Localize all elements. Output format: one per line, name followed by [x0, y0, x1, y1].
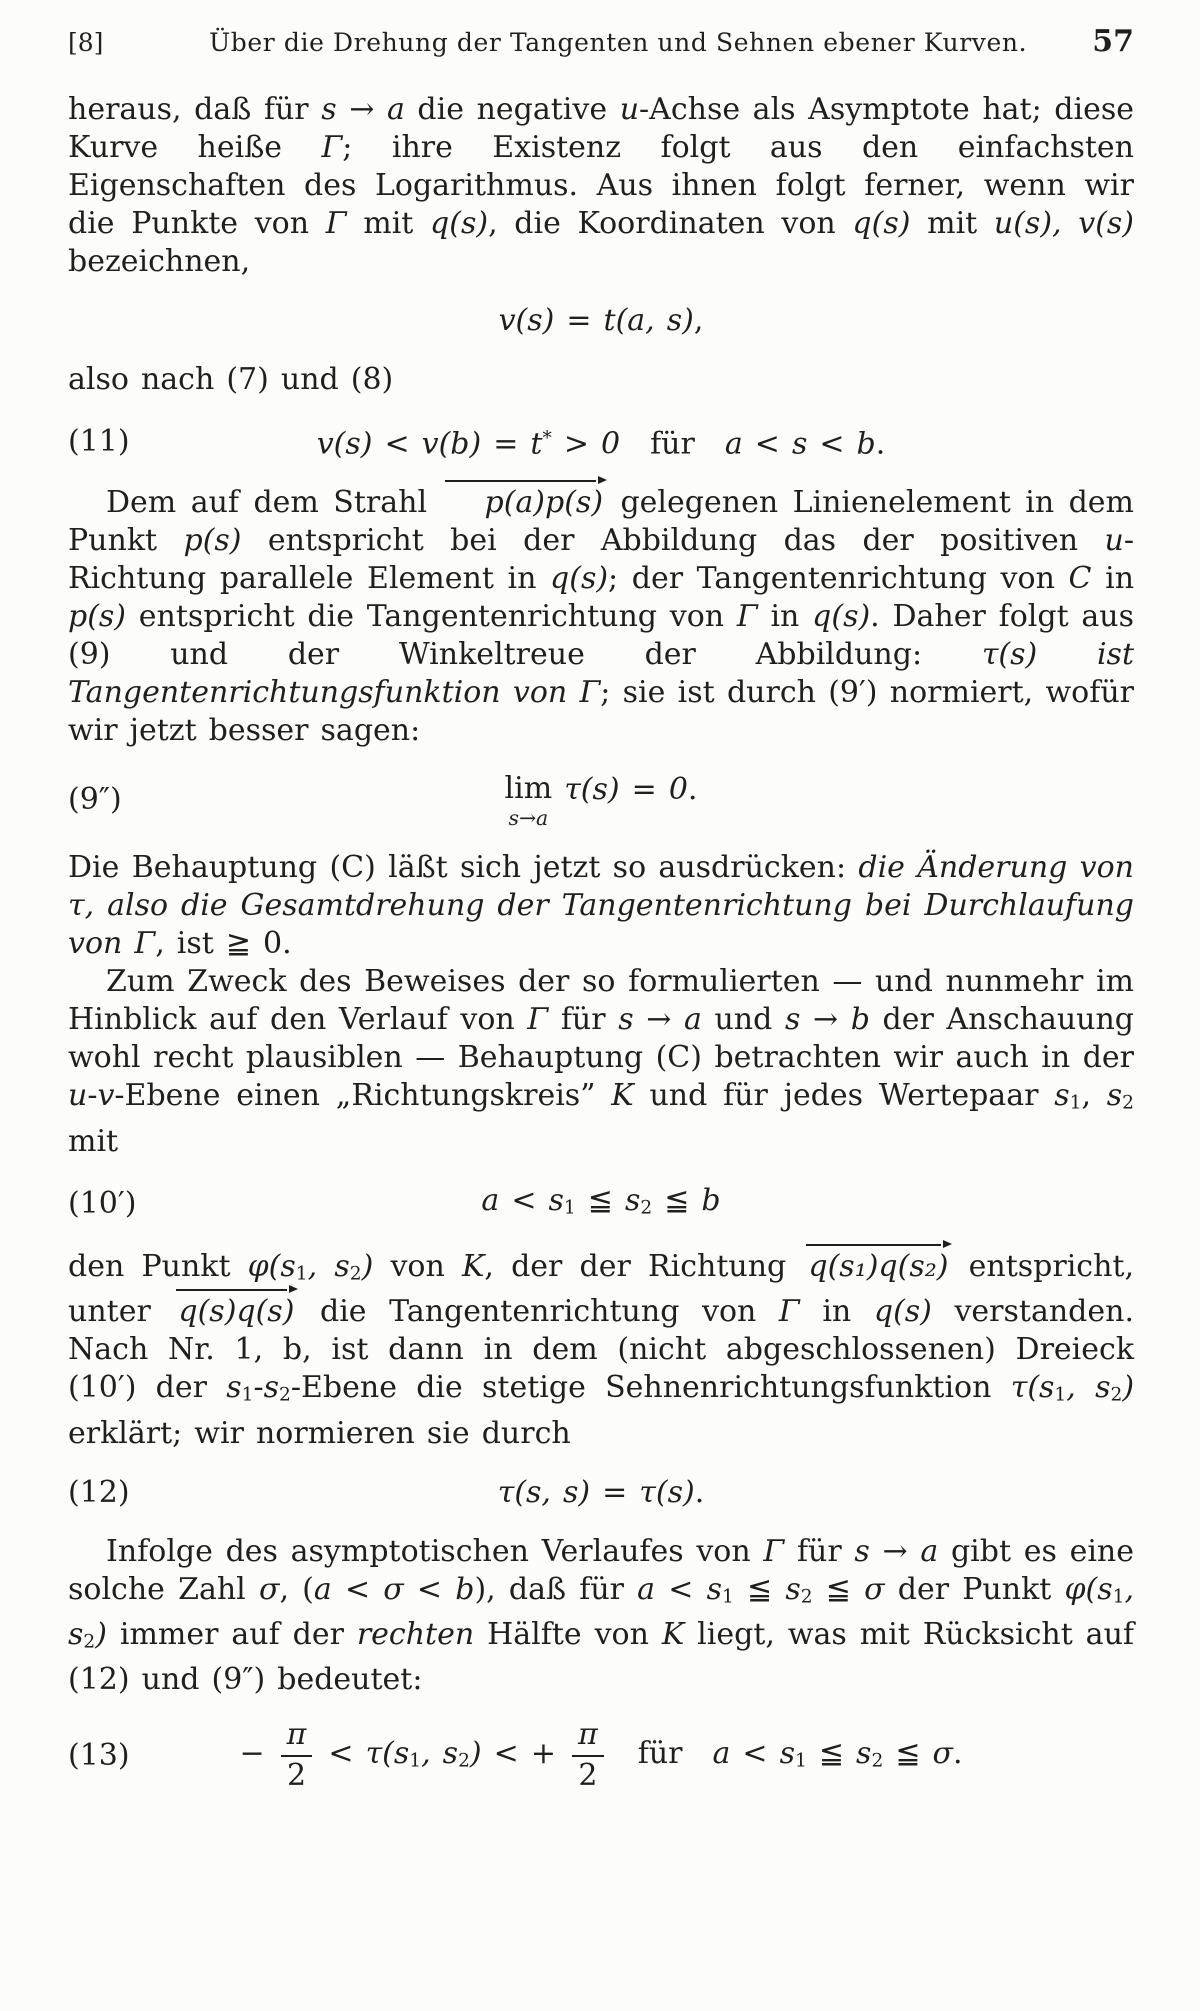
- page-header: [68, 24, 1134, 59]
- paragraph: [68, 1533, 1134, 1700]
- text-segment: gelegenen Linienelement in dem Punkt: [68, 485, 1134, 559]
- equation-body: [505, 771, 698, 828]
- page-content: [68, 91, 1134, 1791]
- text-segment: mit: [910, 206, 994, 241]
- subscript: 1: [241, 1384, 254, 1406]
- text-segment: ) < +: [469, 1736, 569, 1772]
- paragraph: [68, 361, 1134, 399]
- text-segment: , s: [307, 1248, 350, 1284]
- vector-overline: q(s₁)q(s₂): [805, 1248, 951, 1286]
- text-segment: rechten: [356, 1616, 475, 1652]
- text-segment: gibt es eine solche Zahl: [68, 1533, 1134, 1607]
- paragraph: [68, 963, 1134, 1160]
- text-segment: a < s: [637, 1571, 722, 1607]
- text-segment: τ(s) ist Tangentenrichtungsfunktion von Γ: [68, 637, 1135, 711]
- text-segment: ,: [1081, 1078, 1107, 1114]
- text-segment: σ: [258, 1571, 280, 1607]
- fraction-denominator: 2: [281, 1755, 313, 1792]
- text-segment: .: [875, 426, 886, 462]
- text-segment: u: [1104, 523, 1124, 559]
- text-segment: .: [694, 1474, 705, 1510]
- vector-overline: q(s)q(s): [175, 1293, 297, 1331]
- equation-body: [239, 1717, 963, 1793]
- text-segment: Γ: [763, 1533, 785, 1569]
- subscript: 2: [1122, 1092, 1135, 1114]
- text-segment: , s: [421, 1736, 459, 1772]
- text-segment: ; sie ist durch (9′) normiert, wofür wir jetzt besser sagen:: [68, 675, 1134, 749]
- subscript: 1: [795, 1750, 807, 1772]
- text-segment: q(s): [430, 206, 489, 241]
- fraction-numerator: π: [578, 1717, 598, 1753]
- header-title: Über die Drehung der Tangenten und Sehnen ebener Kurven.: [209, 28, 1028, 57]
- text-segment: a < s: [481, 1182, 564, 1218]
- display-equation: [68, 420, 1134, 463]
- equation-body: [498, 1474, 705, 1512]
- subscript: 2: [1110, 1384, 1123, 1406]
- text-segment: die negative: [404, 92, 620, 127]
- text-segment: entspricht die Tangentenrichtung von: [126, 599, 737, 635]
- text-segment: q(s): [873, 1294, 932, 1330]
- text-segment: u: [68, 1078, 88, 1114]
- text-segment: , die Koordinaten von: [488, 206, 853, 241]
- subscript: 2: [800, 1585, 813, 1607]
- text-segment: ≦ s: [575, 1182, 641, 1218]
- subscript: 1: [563, 1196, 576, 1218]
- text-segment: ; ihre Existenz folgt aus den einfachsten Eigenschaften des Logarithmus. Aus ihnen folgt ferner, wenn wir die Punkte von: [68, 130, 1135, 241]
- fraction-denominator: 2: [572, 1755, 604, 1792]
- subscript: 1: [1054, 1384, 1067, 1406]
- text-segment: -: [253, 1370, 264, 1406]
- text-segment: ), daß für: [474, 1571, 638, 1607]
- vector-overline: p(a)p(s): [444, 484, 607, 522]
- text-segment: φ(s: [1064, 1571, 1113, 1607]
- header-page-number: 57: [1092, 24, 1134, 59]
- text-segment: τ(s, s) = τ(s): [497, 1474, 695, 1510]
- text-segment: Zum Zweck des Beweises der so formulierten — und nunmehr im Hinblick auf den Verlauf von: [68, 964, 1134, 1038]
- text-segment: von: [373, 1248, 462, 1284]
- text-segment: < τ(s: [316, 1736, 410, 1772]
- text-segment: s: [263, 1370, 280, 1406]
- text-segment: . Daher folgt aus (9) und der Winkeltreue der Abbildung:: [68, 599, 1134, 673]
- display-equation: [68, 1182, 1134, 1227]
- text-segment: a < s < b: [724, 426, 876, 462]
- display-equation: [68, 771, 1134, 828]
- text-segment: v(s) < v(b) = t: [316, 426, 543, 462]
- text-segment: Die Behauptung (C) läßt sich jetzt so ausdrücken:: [68, 850, 859, 886]
- text-segment: −: [239, 1736, 277, 1772]
- text-segment: Γ: [527, 1002, 549, 1038]
- text-segment: der Punkt: [884, 1571, 1065, 1607]
- subscript: 1: [295, 1263, 308, 1285]
- text-segment: für: [548, 1002, 619, 1038]
- text-segment: K: [661, 1616, 685, 1652]
- text-segment: K: [461, 1248, 485, 1284]
- text-segment: ≦ σ: [883, 1736, 953, 1772]
- text-segment: s → a: [618, 1002, 702, 1038]
- text-segment: q(s): [852, 206, 911, 241]
- text-segment: die Änderung von τ, also die Gesamtdrehung der Tangentenrichtung bei Durchlaufung von Γ: [68, 850, 1134, 962]
- text-segment: in: [757, 599, 813, 635]
- text-segment: q(s): [812, 599, 871, 635]
- text-segment: a < s: [712, 1736, 795, 1772]
- limit-subscript: s→a: [508, 805, 549, 830]
- equation-number: (11): [68, 423, 130, 459]
- text-segment: v: [97, 1078, 115, 1114]
- text-segment: , der der Richtung: [484, 1248, 804, 1284]
- text-segment: p(s): [68, 599, 127, 635]
- text-segment: , s: [1066, 1370, 1111, 1406]
- fraction: [281, 1717, 313, 1793]
- text-segment: C: [1068, 561, 1092, 597]
- text-segment: q(s): [550, 561, 609, 597]
- text-segment: ≦ s: [806, 1736, 872, 1772]
- subscript: 1: [721, 1585, 734, 1607]
- paragraph: [68, 1248, 1134, 1453]
- text-segment: und: [701, 1002, 785, 1038]
- equation-number: (10′): [68, 1186, 137, 1222]
- text-segment: -Achse als Asymptote hat; diese Kurve heiße: [68, 92, 1134, 165]
- text-segment: s → a: [854, 1533, 939, 1569]
- text-segment: also nach (7) und (8): [68, 362, 394, 397]
- limit-operator: [504, 770, 553, 830]
- paragraph: [68, 484, 1134, 750]
- text-segment: für: [784, 1533, 855, 1569]
- text-segment: den Punkt: [68, 1248, 248, 1284]
- text-segment: die Tangentenrichtung von: [297, 1294, 779, 1330]
- subscript: 1: [409, 1750, 422, 1772]
- text-segment: für: [607, 1736, 713, 1772]
- display-equation: [68, 302, 1134, 340]
- text-segment: s: [226, 1370, 242, 1406]
- text-segment: immer auf der: [106, 1616, 357, 1652]
- paragraph: [68, 91, 1134, 281]
- text-segment: .: [952, 1736, 963, 1772]
- text-segment: Γ: [778, 1294, 800, 1330]
- equation-number: (9″): [68, 781, 122, 817]
- text-segment: , ist ≧ 0.: [155, 926, 292, 962]
- display-equation: [68, 1474, 1134, 1512]
- text-segment: K: [611, 1078, 634, 1114]
- text-segment: .: [687, 772, 698, 808]
- text-segment: -Ebene die stetige Sehnenrichtungsfunktion: [290, 1370, 1011, 1406]
- subscript: 2: [640, 1196, 653, 1218]
- text-segment: Γ: [736, 599, 758, 635]
- text-segment: p(s): [183, 523, 242, 559]
- text-segment: heraus, daß für: [68, 92, 322, 127]
- text-segment: ): [361, 1248, 374, 1284]
- text-segment: v(s) = t(a, s): [498, 303, 694, 338]
- text-segment: Dem auf dem Strahl: [106, 485, 442, 521]
- equation-number: (12): [68, 1474, 130, 1510]
- text-segment: s → b: [784, 1002, 870, 1038]
- text-segment: u(s), v(s): [993, 206, 1135, 241]
- header-section-number: [8]: [68, 28, 104, 57]
- text-segment: ≦ s: [733, 1571, 801, 1607]
- text-segment: -Richtung parallele Element in: [68, 523, 1134, 597]
- text-segment: τ(s) = 0: [552, 772, 688, 808]
- text-segment: in: [1091, 561, 1135, 597]
- text-segment: -Ebene einen „Richtungskreis”: [114, 1078, 612, 1114]
- text-segment: u: [619, 92, 640, 127]
- text-segment: Hälfte von: [474, 1616, 662, 1652]
- text-segment: τ(s: [1010, 1370, 1055, 1406]
- subscript: 2: [349, 1263, 362, 1285]
- paragraph: [68, 849, 1134, 963]
- text-segment: und für jedes Wertepaar: [633, 1078, 1055, 1114]
- text-segment: ≦ b: [652, 1182, 721, 1218]
- subscript: 1: [1112, 1585, 1125, 1607]
- text-segment: s → a: [321, 92, 405, 127]
- subscript: 2: [871, 1750, 884, 1772]
- text-segment: ): [1122, 1370, 1135, 1406]
- text-segment: ≦ σ: [812, 1571, 885, 1607]
- text-segment: entspricht, unter: [68, 1248, 1135, 1330]
- subscript: 2: [279, 1384, 291, 1406]
- text-segment: , s: [68, 1571, 1134, 1652]
- text-segment: liegt, was mit Rücksicht auf (12) und (9″) bedeutet:: [68, 1616, 1134, 1698]
- text-segment: Infolge des asymptotischen Verlaufes von: [106, 1533, 764, 1569]
- text-segment: , (: [279, 1571, 314, 1607]
- equation-body: [499, 302, 704, 340]
- text-segment: ): [95, 1616, 107, 1652]
- text-segment: -: [87, 1078, 98, 1114]
- equation-body: [481, 1182, 720, 1227]
- text-segment: ,: [693, 303, 704, 338]
- text-segment: s: [1054, 1078, 1070, 1114]
- subscript: 2: [458, 1750, 470, 1772]
- text-segment: a < σ < b: [313, 1571, 475, 1607]
- fraction: [572, 1717, 604, 1793]
- subscript: 1: [1069, 1092, 1082, 1114]
- subscript: 2: [83, 1631, 96, 1653]
- text-segment: erklärt; wir normieren sie durch: [68, 1415, 571, 1451]
- text-segment: für: [620, 426, 725, 462]
- text-segment: verstanden. Nach Nr. 1, b, ist dann in dem (nicht abgeschlossenen) Dreieck (10′) der: [68, 1294, 1134, 1406]
- text-segment: bezeichnen,: [68, 244, 251, 279]
- text-segment: Γ: [321, 130, 343, 165]
- text-segment: der Anschauung wohl recht plausiblen — Behauptung (C) betrachten wir auch in der: [68, 1002, 1134, 1076]
- fraction-numerator: π: [286, 1717, 307, 1753]
- text-segment: mit: [346, 206, 431, 241]
- text-segment: mit: [68, 1123, 119, 1159]
- display-equation: [68, 1717, 1134, 1793]
- text-segment: φ(s: [247, 1248, 296, 1284]
- text-segment: Γ: [325, 206, 347, 241]
- text-segment: ; der Tangentenrichtung von: [608, 561, 1069, 597]
- text-segment: > 0: [551, 426, 621, 462]
- text-segment: entspricht bei der Abbildung das der positiven: [241, 523, 1105, 559]
- equation-number: (13): [68, 1737, 130, 1773]
- limit-label: lim: [504, 770, 553, 806]
- text-segment: in: [799, 1294, 874, 1330]
- superscript: *: [542, 428, 552, 449]
- text-segment: s: [1106, 1078, 1123, 1114]
- equation-body: [317, 420, 886, 463]
